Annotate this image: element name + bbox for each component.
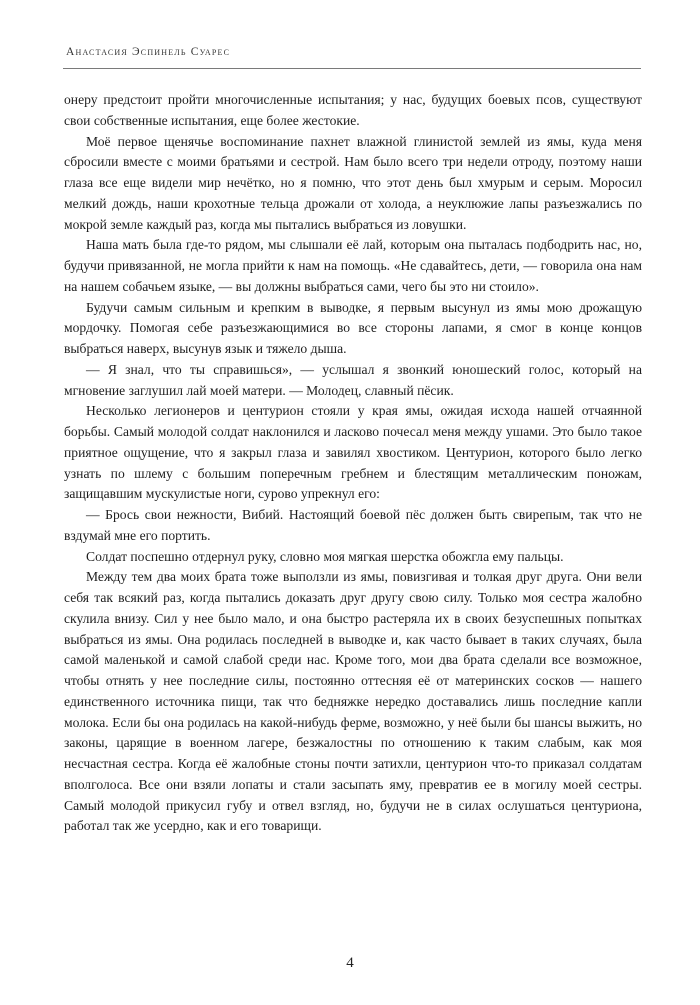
paragraph: Несколько легионеров и центурион стояли у края ямы, ожидая исхода нашей отчаянной борьбы. Самый молодой солдат наклонился и ласково почесал меня между ушами. Это было такое приятное ощущение, что я закрыл глаза и завилял хвостиком. Центурион, которого было легко узнать по шлему с большим поперечным гребнем и блестящим металлическим поножам, защищавшим мускулистые ноги, сурово упрекнул его:: [64, 403, 642, 502]
running-head: Анастасия Эспинель Суарес: [66, 46, 231, 58]
paragraph: онеру предстоит пройти многочисленные испытания; у нас, будущих боевых псов, существуют свои собственные испытания, еще более жестокие.: [64, 92, 642, 128]
paragraph: Между тем два моих брата тоже выползли из ямы, повизгивая и толкая друг друга. Они вели себя так всякий раз, когда пытались доказать друг другу свою силу. Только моя сестра жалобно скулила внизу. Сил у нее было мало, и она быстро растеряла их в своих безуспешных попытках выбраться из ямы. Она родилась последней в выводке и, как часто бывает в таких случаях, была самой маленькой и самой слабой среди нас. Кроме того, мои два брата сделали все возможное, чтобы отнять у нее последние силы, постоянно оттесняя её от материнских сосков — нашего единственного источника пищи, так что бедняжке нередко доставались лишь последние капли молока. Если бы она родилась на какой-нибудь ферме, возможно, у неё были бы шансы выжить, но законы, царящие в военном лагере, безжалостны по отношению к таким слабым, как моя несчастная сестра. Когда её жалобные стоны почти затихли, центурион что-то приказал солдатам вполголоса. Все они взяли лопаты и стали засыпать яму, превратив ее в могилу моей сестры. Самый молодой прикусил губу и отвел взгляд, но, будучи не в силах ослушаться центуриона, работал так же усердно, как и его товарищи.: [64, 569, 642, 834]
body-text: [64, 90, 642, 837]
paragraph: Моё первое щенячье воспоминание пахнет влажной глинистой землей из ямы, куда меня сбросили вместе с моими братьями и сестрой. Нам было всего три недели отроду, поэтому наши глаза все еще видели мир нечётко, но я помню, что этот день был хмурым и серым. Моросил мелкий дождь, наши крохотные тельца дрожали от холода, а неуклюжие лапы разъезжались по мокрой земле каждый раз, когда мы пытались выбраться из ловушки.: [64, 133, 642, 232]
paragraph: — Брось свои нежности, Вибий. Настоящий боевой пёс должен быть свирепым, так что не вздумай мне его портить.: [64, 507, 642, 543]
paragraph: Будучи самым сильным и крепким в выводке, я первым высунул из ямы мою дрожащую мордочку. Помогая себе разъезжающимися во все стороны лапами, я смог в конце концов выбраться наверх, высунув язык и тяжело дыша.: [64, 299, 642, 356]
paragraph: Солдат поспешно отдернул руку, словно моя мягкая шерстка обожгла ему пальцы.: [86, 548, 564, 564]
paragraph: Наша мать была где-то рядом, мы слышали её лай, которым она пыталась подбодрить нас, но, будучи привязанной, не могла прийти к нам на помощь. «Не сдавайтесь, дети, — говорила она нам на нашем собачьем языке, — вы должны выбраться сами, чего бы это ни стоило».: [64, 237, 642, 294]
paragraph: — Я знал, что ты справишься», — услышал я звонкий юношеский голос, который на мгновение заглушил лай моей матери. — Молодец, славный пёсик.: [64, 361, 642, 398]
page-number: 4: [346, 955, 354, 971]
header-rule: [63, 68, 641, 69]
